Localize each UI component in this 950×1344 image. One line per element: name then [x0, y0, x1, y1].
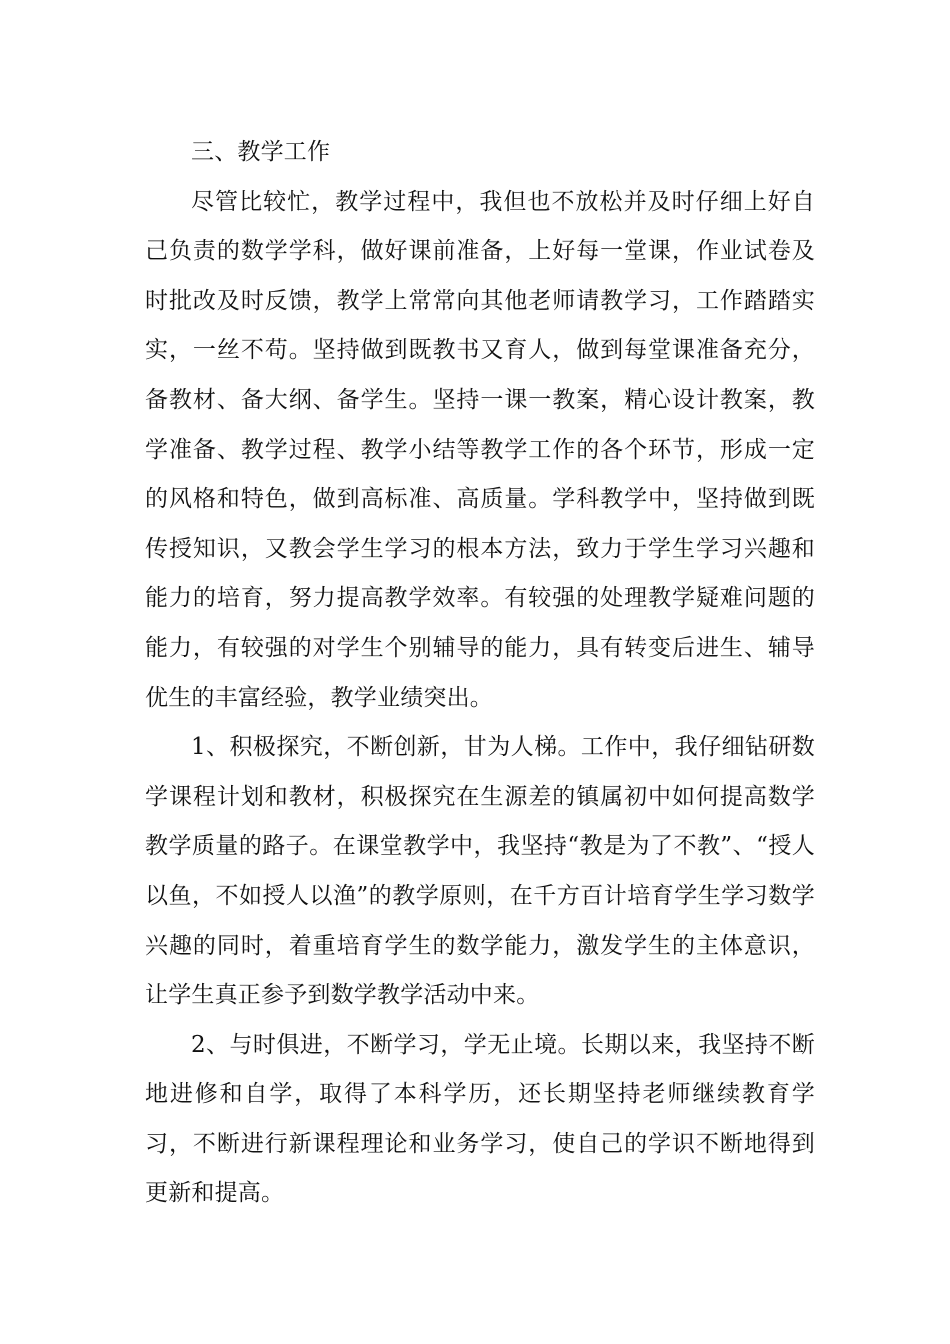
paragraph-keep-learning: 2、与时俱进，不断学习，学无止境。长期以来，我坚持不断地进修和自学，取得了本科学历，还长期坚持老师继续教育学习，不断进行新课程理论和业务学习，使自己的学识不断地得到更新和提高。 [145, 1031, 815, 1207]
document-body [145, 128, 815, 1219]
section-heading: 三、教学工作 [191, 139, 331, 165]
paragraph-explore-innovate: 1、积极探究，不断创新，甘为人梯。工作中，我仔细钻研数学课程计划和教材，积极探究在生源差的镇属初中如何提高数学教学质量的路子。在课堂教学中，我坚持“教是为了不教”、“授人以鱼，不如授人以渔”的教学原则，在千方百计培育学生学习数学兴趣的同时，着重培育学生的数学能力，激发学生的主体意识，让学生真正参予到数学教学活动中来。 [145, 734, 815, 1009]
paragraph-teaching-overview: 尽管比较忙，教学过程中，我但也不放松并及时仔细上好自己负责的数学学科，做好课前准备，上好每一堂课，作业试卷及时批改及时反馈，教学上常常向其他老师请教学习，工作踏踏实实，一丝不苟。坚持做到既教书又育人，做到每堂课准备充分，备教材、备大纲、备学生。坚持一课一教案，精心设计教案，教学准备、教学过程、教学小结等教学工作的各个环节，形成一定的风格和特色，做到高标准、高质量。学科教学中，坚持做到既传授知识，又教会学生学习的根本方法，致力于学生学习兴趣和能力的培育，努力提高教学效率。有较强的处理教学疑难问题的能力，有较强的对学生个别辅导的能力，具有转变后进生、辅导优生的丰富经验，教学业绩突出。 [145, 188, 815, 711]
